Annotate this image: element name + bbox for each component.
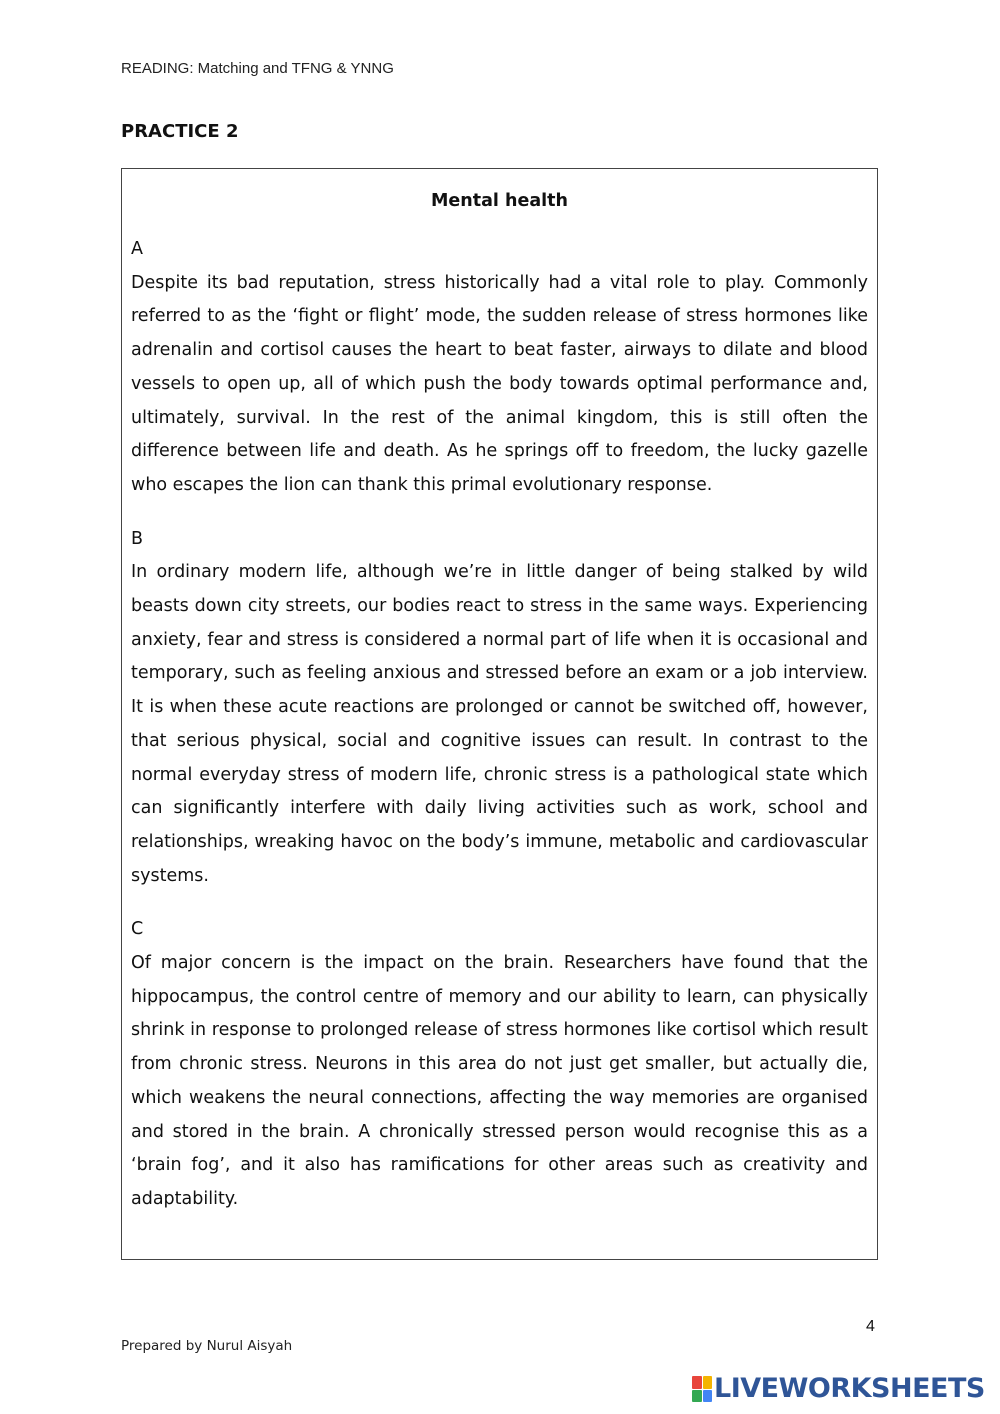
section-letter: A <box>131 239 143 259</box>
practice-title: PRACTICE 2 <box>121 121 239 142</box>
section-paragraph: In ordinary modern life, although we’re in little danger of being stalked by wild beasts down city streets, our bodies react to stress in the same ways. Experiencing anxiety, fear and stress is considered a normal part of life when it is occasional and temporary, such as feeling anxious and stressed before an exam or a job interview. It is when these acute reactions are prolonged or cannot be switched off, however, that serious physical, social and cognitive issues can result. In contrast to the normal everyday stress of modern life, chronic stress is a pathological state which can significantly interfere with daily living activities such as work, school and relationships, wreaking havoc on the body’s immune, metabolic and cardiovascular systems. <box>131 562 868 886</box>
passage-title: Mental health <box>431 191 568 211</box>
section-letter: B <box>131 528 144 549</box>
logo-square <box>692 1376 702 1389</box>
footer-credit: Prepared by Nurul Aisyah <box>121 1338 293 1354</box>
logo-square <box>703 1390 713 1403</box>
logo-square <box>692 1390 702 1403</box>
section-letter: C <box>131 919 144 940</box>
section-paragraph: Despite its bad reputation, stress historically had a vital role to play. Commonly referred to as the ‘fight or flight’ mode, the sudden release of stress hormones like adrenalin and cortisol causes the heart to beat faster, airways to dilate and blood vessels to open up, all of which push the body towards optimal performance and, ultimately, survival. In the rest of the animal kingdom, this is still often the difference between life and death. As he springs off to freedom, the lucky gazelle who escapes the lion can thank this primal evolutionary response. <box>131 272 868 495</box>
liveworksheets-icon <box>692 1376 712 1402</box>
page-header: READING: Matching and TFNG & YNNG <box>121 60 394 77</box>
liveworksheets-logo[interactable] <box>692 1373 985 1405</box>
section-c <box>131 913 868 1216</box>
logo-square <box>703 1376 713 1389</box>
page-number: 4 <box>866 1318 875 1335</box>
section-a <box>131 233 868 503</box>
section-b <box>131 523 868 894</box>
passage-box <box>121 168 878 1260</box>
liveworksheets-wordmark: LIVEWORKSHEETS <box>714 1373 985 1404</box>
section-paragraph: Of major concern is the impact on the brain. Researchers have found that the hippocampus, the control centre of memory and our ability to learn, can physically shrink in response to prolonged release of stress hormones like cortisol which result from chronic stress. Neurons in this area do not just get smaller, but actually die, which weakens the neural connections, affecting the way memories are organised and stored in the brain. A chronically stressed person would recognise this as a ‘brain fog’, and it also has ramifications for other areas such as creativity and adaptability. <box>131 953 868 1209</box>
